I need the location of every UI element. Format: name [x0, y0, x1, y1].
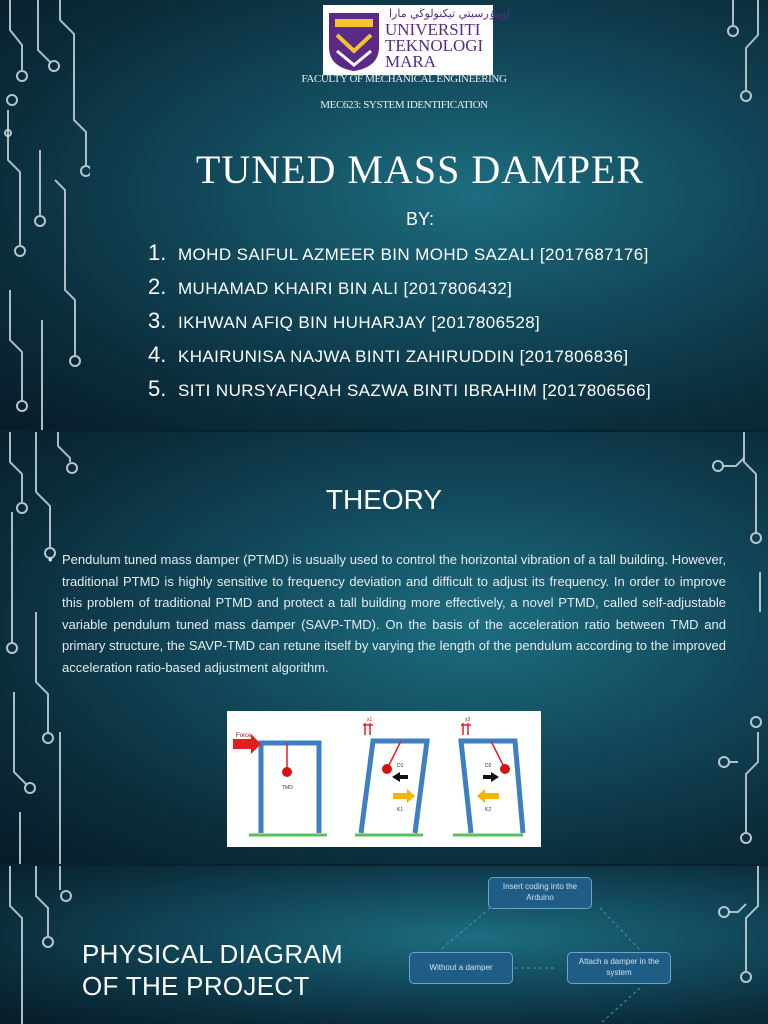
- physical-diagram-slide: [0, 866, 768, 1024]
- bullet-marker: •: [48, 552, 53, 567]
- member-name: SITI NURSYAFIQAH SAZWA BINTI IBRAHIM [2017806566]: [178, 381, 652, 400]
- pendulum-mass: [282, 767, 292, 777]
- heading-line-1: PHYSICAL DIAGRAM: [82, 939, 344, 969]
- member-name: MUHAMAD KHAIRI BIN ALI [2017806432]: [178, 279, 513, 298]
- logo-line-2: TEKNOLOGI: [385, 36, 484, 55]
- member-item: [148, 376, 651, 410]
- logo-line-3: MARA: [385, 52, 437, 71]
- circuit-decoration-left: [0, 866, 90, 1024]
- displacement-marker: [461, 723, 471, 735]
- x1-label: x1: [367, 717, 373, 723]
- logo-line-1: UNIVERSITI: [385, 20, 481, 39]
- ptmd-diagram-figure: [227, 711, 541, 847]
- spring-arrow: [393, 789, 415, 803]
- damping-arrow: [483, 772, 499, 782]
- member-number: 4.: [148, 342, 167, 367]
- tmd-label: TMD: [282, 785, 293, 791]
- presentation-title: TUNED MASS DAMPER: [195, 147, 645, 192]
- pendulum-mass: [382, 764, 392, 774]
- k1-label: K1: [397, 807, 404, 813]
- university-logo: [323, 5, 511, 75]
- member-name: KHAIRUNISA NAJWA BINTI ZAHIRUDDIN [2017806836]: [178, 347, 629, 366]
- flow-step-insert-coding: Insert coding into the Arduino: [488, 877, 592, 909]
- damping-arrow: [392, 772, 408, 782]
- x2-label: x2: [465, 717, 471, 723]
- member-number: 3.: [148, 308, 167, 333]
- flow-step-attach-damper: Attach a damper in the system: [567, 952, 671, 984]
- d1-label: D1: [397, 763, 404, 769]
- member-number: 2.: [148, 274, 167, 299]
- physical-diagram-heading: [82, 938, 343, 1002]
- circuit-decoration-right: [678, 866, 768, 1024]
- member-name: MOHD SAIFUL AZMEER BIN MOHD SAZALI [2017687176]: [178, 245, 649, 264]
- flow-step-without-damper: Without a damper: [409, 952, 513, 984]
- logo-wordmark: [385, 22, 483, 70]
- member-number: 5.: [148, 376, 167, 401]
- pendulum-mass: [500, 764, 510, 774]
- uitm-emblem-icon: [325, 7, 383, 73]
- spring-arrow: [477, 789, 499, 803]
- member-item: [148, 342, 651, 376]
- member-number: 1.: [148, 240, 167, 265]
- title-slide: [0, 0, 768, 430]
- building-frame: [461, 741, 523, 833]
- member-item: [148, 308, 651, 342]
- theory-heading: THEORY: [325, 484, 443, 515]
- logo-jawi-text: اونيۏرسيتي تيكنولوڬي مارا: [389, 7, 511, 20]
- d2-label: D2: [485, 763, 492, 769]
- member-item: [148, 274, 651, 308]
- faculty-name: FACULTY OF MECHANICAL ENGINEERING: [301, 73, 507, 85]
- heading-line-2: OF THE PROJECT: [82, 971, 310, 1001]
- member-list: [148, 240, 651, 410]
- displacement-marker: [363, 723, 373, 735]
- course-name: MEC623: SYSTEM IDENTIFICATION: [320, 99, 488, 111]
- force-label: Force: [236, 733, 252, 739]
- theory-paragraph: Pendulum tuned mass damper (PTMD) is usually used to control the horizontal vibration of a tall building. However, traditional PTMD is highly sensitive to frequency deviation and difficult to adjust its frequency. In order to improve this problem of traditional PTMD and protect a tall building more effectively, a novel PTMD, called self-adjustable variable pendulum tuned mass damper (SAVP-TMD). On the basis of the acceleration ratio between TMD and primary structure, the SAVP-TMD can retune itself by varying the length of the pendulum according to the improved acceleration ratio-based adjustment algorithm.: [62, 552, 726, 675]
- member-item: [148, 240, 651, 274]
- theory-slide: [0, 432, 768, 864]
- by-label: BY:: [405, 209, 435, 229]
- member-name: IKHWAN AFIQ BIN HUHARJAY [2017806528]: [178, 313, 541, 332]
- k2-label: K2: [485, 807, 492, 813]
